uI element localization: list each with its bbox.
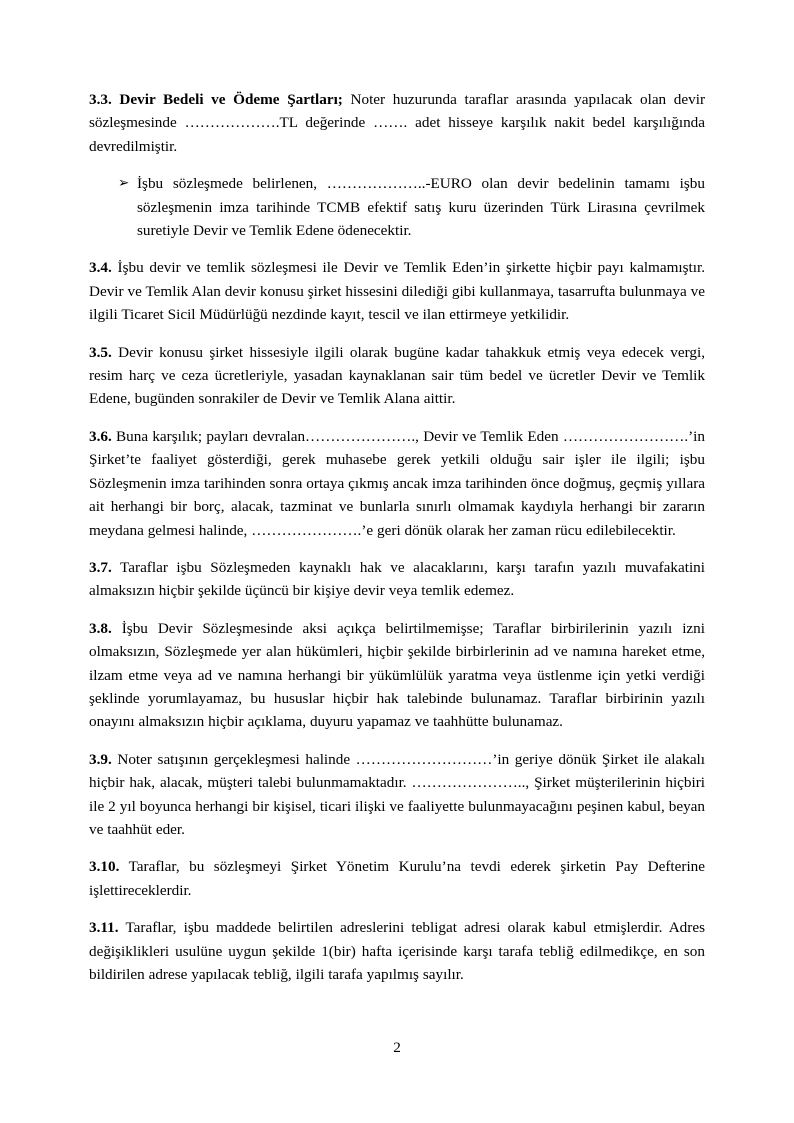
paragraph-3-3-text: Noter huzurunda taraflar arasında yapılacak olan devir sözleşmesinde ……………….TL değerinde ……. adet hisseye karşılık nakit bedel karşılığında devredilmiştir. xyxy=(89,91,706,155)
paragraph-number-3-11: 3.11. xyxy=(89,919,119,937)
paragraph-number-3-6: 3.6. xyxy=(89,427,112,445)
page-footer xyxy=(0,1038,794,1058)
paragraph-3-5-text: Devir konusu şirket hissesiyle ilgili olarak bugüne kadar tahakkuk etmiş veya edecek vergi, resim harç ve ceza ücretleriyle, yasadan kaynaklanan sair tüm bedel ve ücretler Devir ve Temlik Edene, bugünden sonrakiler de Devir ve Temlik Alana aittir. xyxy=(89,343,705,408)
paragraph-3-8-text: İşbu Devir Sözleşmesinde aksi açıkça belirtilmemişse; Taraflar birbirilerinin yazılı izni olmaksızın, Sözleşmede yer alan hükümleri, hiçbir şekilde birbirlerinin ad ve namına hareket etme, ilzam etme veya ad ve namına herhangi bir yükümlülük yaratma veya üstlenme için yetki verdiği şeklinde yorumlayamaz, bu hususlar hiçbir hak talebinde bulunamaz. Taraflar birbirinin yazılı onayını almaksızın hiçbir açıklama, duyuru yapamaz ve taahhütte bulunamaz. xyxy=(89,619,705,731)
paragraph-3-5 xyxy=(89,341,705,411)
bullet-list-item xyxy=(89,172,705,242)
bullet-list-item-text: İşbu sözleşmede belirlenen, ………………..-EURO olan devir bedelinin tamamı işbu sözleşmenin imza tarihinde TCMB efektif satış kuru üzerinden Türk Lirasına çevrilmek suretiyle Devir ve Temlik Edene ödenecektir. xyxy=(137,175,705,240)
paragraph-3-9 xyxy=(89,748,705,842)
paragraph-number-3-9: 3.9. xyxy=(89,750,112,768)
paragraph-3-7 xyxy=(89,556,705,603)
page-number: 2 xyxy=(393,1039,401,1056)
paragraph-3-11 xyxy=(89,916,705,986)
paragraph-number-3-8: 3.8. xyxy=(89,619,112,637)
bullet-list xyxy=(89,172,705,242)
document-body xyxy=(89,88,705,986)
arrowhead-bullet-icon: ➢ xyxy=(118,175,130,192)
paragraph-3-3-bold-lead: Devir Bedeli ve Ödeme Şartları; xyxy=(111,91,343,108)
paragraph-3-4-text: İşbu devir ve temlik sözleşmesi ile Devir ve Temlik Eden’in şirkette hiçbir payı kalmamıştır. Devir ve Temlik Alan devir konusu şirket hissesini dilediği gibi kullanmaya, tasarrufta bulunmaya ve ilgili Ticaret Sicil Müdürlüğü nezdinde kayıt, tescil ve ilan ettirmeye yetkilidir. xyxy=(89,259,705,324)
paragraph-3-9-text: Noter satışının gerçekleşmesi halinde ………………………’in geriye dönük Şirket ile alakalı hiçbir hak, alacak, müşteri talebi bulunmamaktadır. ………………….., Şirket müşterilerinin hiçbiri ile 2 yıl boyunca herhangi bir kişisel, ticari ilişki ve faaliyette bulunmayacağını peşinen kabul, beyan ve taahhüt eder. xyxy=(89,750,705,838)
paragraph-number-3-3: 3.3. xyxy=(89,91,112,108)
paragraph-number-3-4: 3.4. xyxy=(89,259,112,277)
paragraph-3-3 xyxy=(89,88,705,158)
paragraph-3-10-text: Taraflar, bu sözleşmeyi Şirket Yönetim Kurulu’na tevdi ederek şirketin Pay Defterine işlettireceklerdir. xyxy=(89,858,705,899)
paragraph-3-11-text: Taraflar, işbu maddede belirtilen adreslerini tebligat adresi olarak kabul etmişlerdir. Adres değişiklikleri usulüne uygun şekilde 1(bir) hafta içerisinde karşı tarafa tebliğ edilmedikçe, en son bildirilen adrese yapılacak tebliğ, ilgili tarafa yapılmış sayılır. xyxy=(89,919,705,983)
paragraph-3-6-text: Buna karşılık; payları devralan…………………., Devir ve Temlik Eden …………………….’in Şirket’te faaliyet gösterdiği, gerek muhasebe gerek yetkili olduğu sair işler ile ilgili; işbu Sözleşmenin imza tarihinden sonra ortaya çıkmış ancak imza tarihinden önce doğmuş, geçmiş yıllara ait herhangi bir borç, alacak, tazminat ve bunlarla sınırlı olmamak kaydıyla herhangi bir zararın meydana gelmesi halinde, ………………….’e geri dönük olarak her zaman rücu edilebilecektir. xyxy=(89,427,705,539)
paragraph-3-6 xyxy=(89,425,705,542)
paragraph-number-3-10: 3.10. xyxy=(89,858,120,876)
paragraph-number-3-7: 3.7. xyxy=(89,558,112,576)
paragraph-3-4 xyxy=(89,256,705,326)
paragraph-3-10 xyxy=(89,855,705,902)
paragraph-number-3-5: 3.5. xyxy=(89,343,112,361)
paragraph-3-8 xyxy=(89,617,705,734)
paragraph-3-7-text: Taraflar işbu Sözleşmeden kaynaklı hak ve alacaklarını, karşı tarafın yazılı muvafakatini almaksızın hiçbir şekilde üçüncü bir kişiye devir veya temlik edemez. xyxy=(89,558,705,600)
